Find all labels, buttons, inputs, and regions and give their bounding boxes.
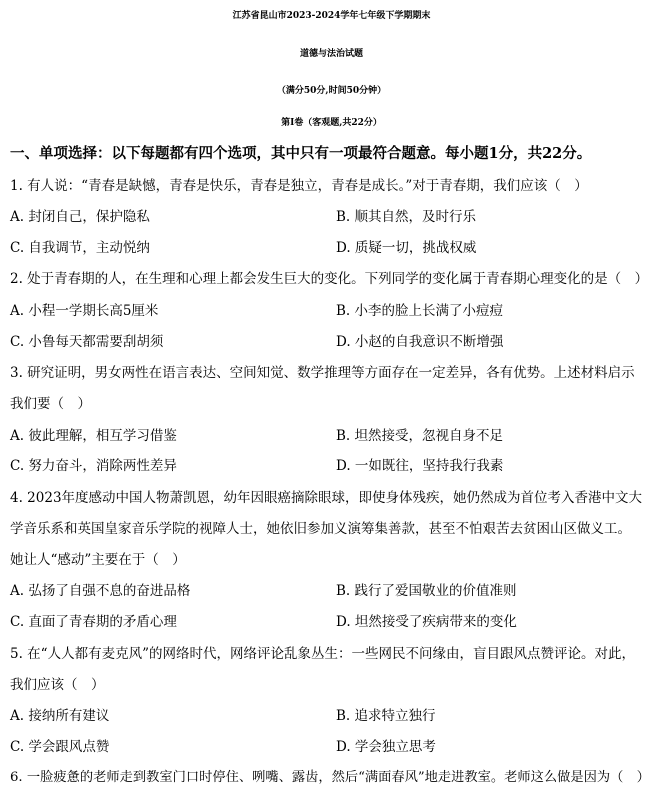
q5-option-d[interactable]: D. 学会独立思考 xyxy=(336,739,436,755)
q2-option-d[interactable]: D. 小赵的自我意识不断增强 xyxy=(336,334,504,350)
q2-option-c[interactable]: C. 小鲁每天都需要刮胡须 xyxy=(10,334,164,350)
question-4-stem-line-2: 学音乐系和英国皇家音乐学院的视障人士，她依旧参加义演筹集善款，甚至不怕艰苦去贫困山区做义工。 xyxy=(10,521,631,537)
q2-option-b[interactable]: B. 小李的脸上长满了小痘痘 xyxy=(336,303,504,319)
question-4-stem-line-3: 她让人“感动”主要在于（ ） xyxy=(10,552,186,568)
q3-option-c[interactable]: C. 努力奋斗，消除两性差异 xyxy=(10,458,177,474)
question-4-stem-line-1: 4. 2023年度感动中国人物萧凯恩，幼年因眼癌摘除眼球，即使身体残疾，她仍然成为首位考入香港中文大 xyxy=(10,490,643,506)
q4-option-d[interactable]: D. 坦然接受了疾病带来的变化 xyxy=(336,614,517,630)
q1-option-d[interactable]: D. 质疑一切，挑战权威 xyxy=(336,240,477,256)
q5-option-a[interactable]: A. 接纳所有建议 xyxy=(10,708,110,724)
score-time-info: （满分50分,时间50分钟） xyxy=(276,86,387,96)
volume-heading: 第Ⅰ卷（客观题,共22分） xyxy=(281,118,382,128)
q4-option-b[interactable]: B. 践行了爱国敬业的价值准则 xyxy=(336,583,517,599)
question-5-stem-line-2: 我们应该（ ） xyxy=(10,677,105,693)
q4-option-a[interactable]: A. 弘扬了自强不息的奋进品格 xyxy=(10,583,191,599)
q5-option-b[interactable]: B. 追求特立独行 xyxy=(336,708,436,724)
q1-option-b[interactable]: B. 顺其自然，及时行乐 xyxy=(336,209,477,225)
q4-option-c[interactable]: C. 直面了青春期的矛盾心理 xyxy=(10,614,177,630)
question-3-stem-line-1: 3. 研究证明，男女两性在语言表达、空间知觉、数学推理等方面存在一定差异，各有优势。上述材料启示 xyxy=(10,365,635,381)
q3-option-a[interactable]: A. 彼此理解，相互学习借鉴 xyxy=(10,428,177,444)
q1-option-c[interactable]: C. 自我调节，主动悦纳 xyxy=(10,240,150,256)
q5-option-c[interactable]: C. 学会跟风点赞 xyxy=(10,739,110,755)
question-1-stem: 1. 有人说：“青春是缺憾，青春是快乐，青春是独立，青春是成长。”对于青春期，我们应该（ ） xyxy=(10,178,588,194)
question-3-stem-line-2: 我们要（ ） xyxy=(10,396,91,412)
q2-option-a[interactable]: A. 小程一学期长高5厘米 xyxy=(10,303,159,319)
question-5-stem-line-1: 5. 在“人人都有麦克风”的网络时代，网络评论乱象丛生：一些网民不问缘由，盲目跟风点赞评论。对此， xyxy=(10,646,635,662)
exam-subject: 道德与法治试题 xyxy=(299,49,363,59)
section-heading: 一、单项选择：以下每题都有四个选项，其中只有一项最符合题意。每小题1分，共22分。 xyxy=(10,145,592,162)
exam-title: 江苏省昆山市2023-2024学年七年级下学期期末 xyxy=(232,11,431,21)
question-2-stem: 2. 处于青春期的人，在生理和心理上都会发生巨大的变化。下列同学的变化属于青春期心理变化的是（ ） xyxy=(10,271,649,287)
question-6-stem: 6. 一脸疲惫的老师走到教室门口时停住、咧嘴、露齿，然后“满面春风”地走进教室。老师这么做是因为（ ） xyxy=(10,770,650,785)
q3-option-d[interactable]: D. 一如既往，坚持我行我素 xyxy=(336,458,504,474)
q3-option-b[interactable]: B. 坦然接受，忽视自身不足 xyxy=(336,428,504,444)
q1-option-a[interactable]: A. 封闭自己，保护隐私 xyxy=(10,209,150,225)
